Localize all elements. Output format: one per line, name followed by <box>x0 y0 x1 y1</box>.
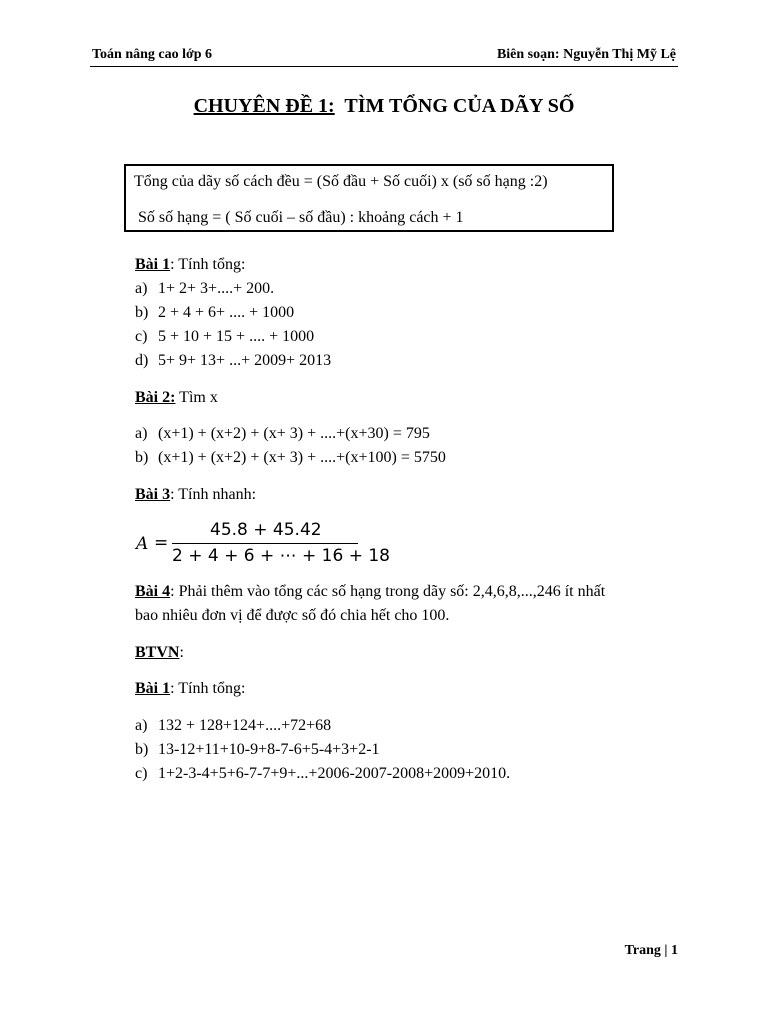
formula-box <box>124 164 614 232</box>
fraction-bar <box>172 543 358 544</box>
exercise-1-heading <box>135 256 245 274</box>
page-number: Trang | 1 <box>624 943 678 958</box>
formula-variable: A <box>136 534 149 554</box>
list-item: a) 1+ 2+ 3+....+ 200. <box>135 280 275 297</box>
exercise-2-heading <box>135 389 218 407</box>
homework-label: BTVN <box>135 644 180 661</box>
homework-colon: : <box>179 644 184 661</box>
exercise-4-label: Bài 4 <box>135 583 171 600</box>
formula-sum: Tổng của dãy số cách đều = (Số đầu + Số cuối) x (số số hạng :2) <box>134 173 548 190</box>
fraction-formula <box>134 518 390 568</box>
exercise-1-instruction: : Tính tổng: <box>170 256 246 273</box>
list-item: b) (x+1) + (x+2) + (x+ 3) + ....+(x+100) = 5750 <box>135 449 446 466</box>
exercise-1-label: Bài 1 <box>135 256 171 273</box>
page-title <box>0 95 768 118</box>
exercise-3-instruction: : Tính nhanh: <box>170 486 257 503</box>
header-divider <box>90 66 678 67</box>
list-item: a) (x+1) + (x+2) + (x+ 3) + ....+(x+30) = 795 <box>135 425 430 442</box>
exercise-4-heading <box>135 583 605 601</box>
exercise-3-label: Bài 3 <box>135 486 171 503</box>
homework-exercise-1-label: Bài 1 <box>135 680 171 697</box>
title-prefix: CHUYÊN ĐỀ 1: <box>193 95 335 117</box>
list-item: a) 132 + 128+124+....+72+68 <box>135 717 332 734</box>
fraction-numerator: 45.8 + 45.42 <box>210 520 322 540</box>
title-text: TÌM TỔNG CỦA DÃY SỐ <box>344 95 575 117</box>
exercise-3-heading <box>135 486 256 504</box>
homework-exercise-1-heading <box>135 680 245 698</box>
exercise-2-label: Bài 2: <box>135 389 176 406</box>
fraction-denominator: 2 + 4 + 6 + ⋯ + 16 + 18 <box>172 546 390 566</box>
list-item: c) 5 + 10 + 15 + .... + 1000 <box>135 328 315 345</box>
header-author: Biên soạn: Nguyễn Thị Mỹ Lệ <box>496 47 676 62</box>
formula-equals: = <box>154 533 169 553</box>
list-item: b) 2 + 4 + 6+ .... + 1000 <box>135 304 295 321</box>
header-course-title: Toán nâng cao lớp 6 <box>92 47 213 62</box>
list-item: c) 1+2-3-4+5+6-7-7+9+...+2006-2007-2008+2009+2010. <box>135 765 511 782</box>
formula-count: Số số hạng = ( Số cuối – số đầu) : khoảng cách + 1 <box>138 209 464 226</box>
homework-heading <box>135 644 184 662</box>
homework-exercise-1-instruction: : Tính tổng: <box>170 680 246 697</box>
exercise-4-text-line-1: : Phải thêm vào tổng các số hạng trong dãy số: 2,4,6,8,...,246 ít nhất <box>170 583 606 600</box>
list-item: b) 13-12+11+10-9+8-7-6+5-4+3+2-1 <box>135 741 380 758</box>
exercise-2-instruction: Tìm x <box>175 389 218 406</box>
exercise-4-text-line-2: bao nhiêu đơn vị để được số đó chia hết cho 100. <box>135 607 450 624</box>
list-item: d) 5+ 9+ 13+ ...+ 2009+ 2013 <box>135 352 332 369</box>
